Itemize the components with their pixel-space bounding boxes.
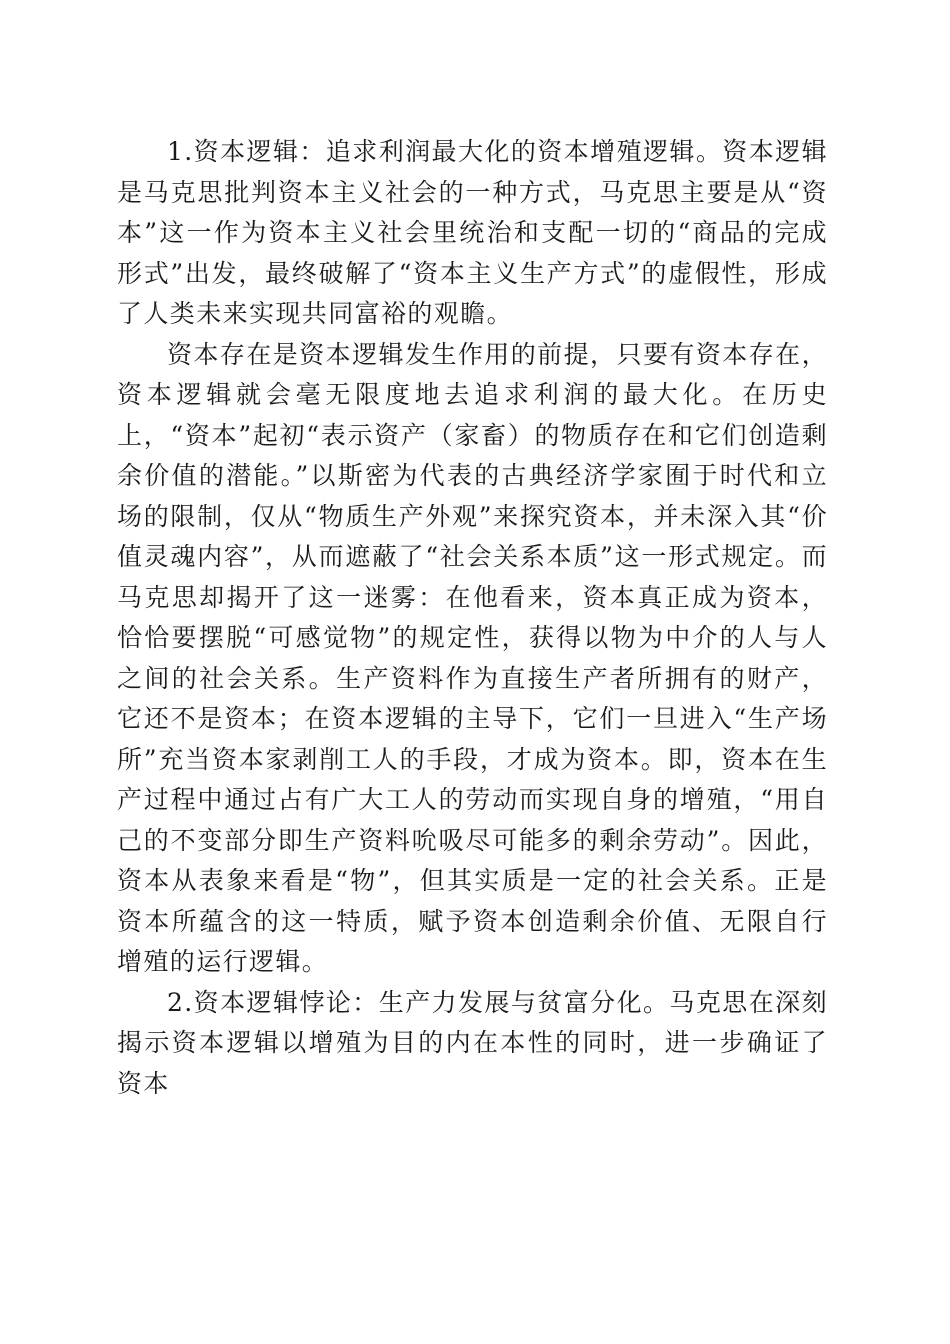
paragraph-capital-paradox: 2.资本逻辑悖论：生产力发展与贫富分化。马克思在深刻揭示资本逻辑以增殖为目的内在本性的同时，进一步确证了资本 [117, 987, 828, 1098]
paragraph-capital-logic: 1.资本逻辑：追求利润最大化的资本增殖逻辑。资本逻辑是马克思批判资本主义社会的一种方式，马克思主要是从“资本”这一作为资本主义社会里统治和支配一切的“商品的完成形式”出发，最终破解了“资本主义生产方式”的虚假性，形成了人类未来实现共同富裕的观瞻。 [117, 137, 828, 328]
document-page [117, 132, 828, 1104]
paragraph-capital-existence: 资本存在是资本逻辑发生作用的前提，只要有资本存在，资本逻辑就会毫无限度地去追求利润的最大化。在历史上，“资本”起初“表示资产（家畜）的物质存在和它们创造剩余价值的潜能。”以斯密为代表的古典经济学家囿于时代和立场的限制，仅从“物质生产外观”来探究资本，并未深入其“价值灵魂内容”，从而遮蔽了“社会关系本质”这一形式规定。而马克思却揭开了这一迷雾：在他看来，资本真正成为资本，恰恰要摆脱“可感觉物”的规定性，获得以物为中介的人与人之间的社会关系。生产资料作为直接生产者所拥有的财产，它还不是资本；在资本逻辑的主导下，它们一旦进入“生产场所”充当资本家剥削工人的手段，才成为资本。即，资本在生产过程中通过占有广大工人的劳动而实现自身的增殖，“用自己的不变部分即生产资料吮吸尽可能多的剩余劳动”。因此，资本从表象来看是“物”，但其实质是一定的社会关系。正是资本所蕴含的这一特质，赋予资本创造剩余价值、无限自行增殖的运行逻辑。 [117, 339, 828, 976]
